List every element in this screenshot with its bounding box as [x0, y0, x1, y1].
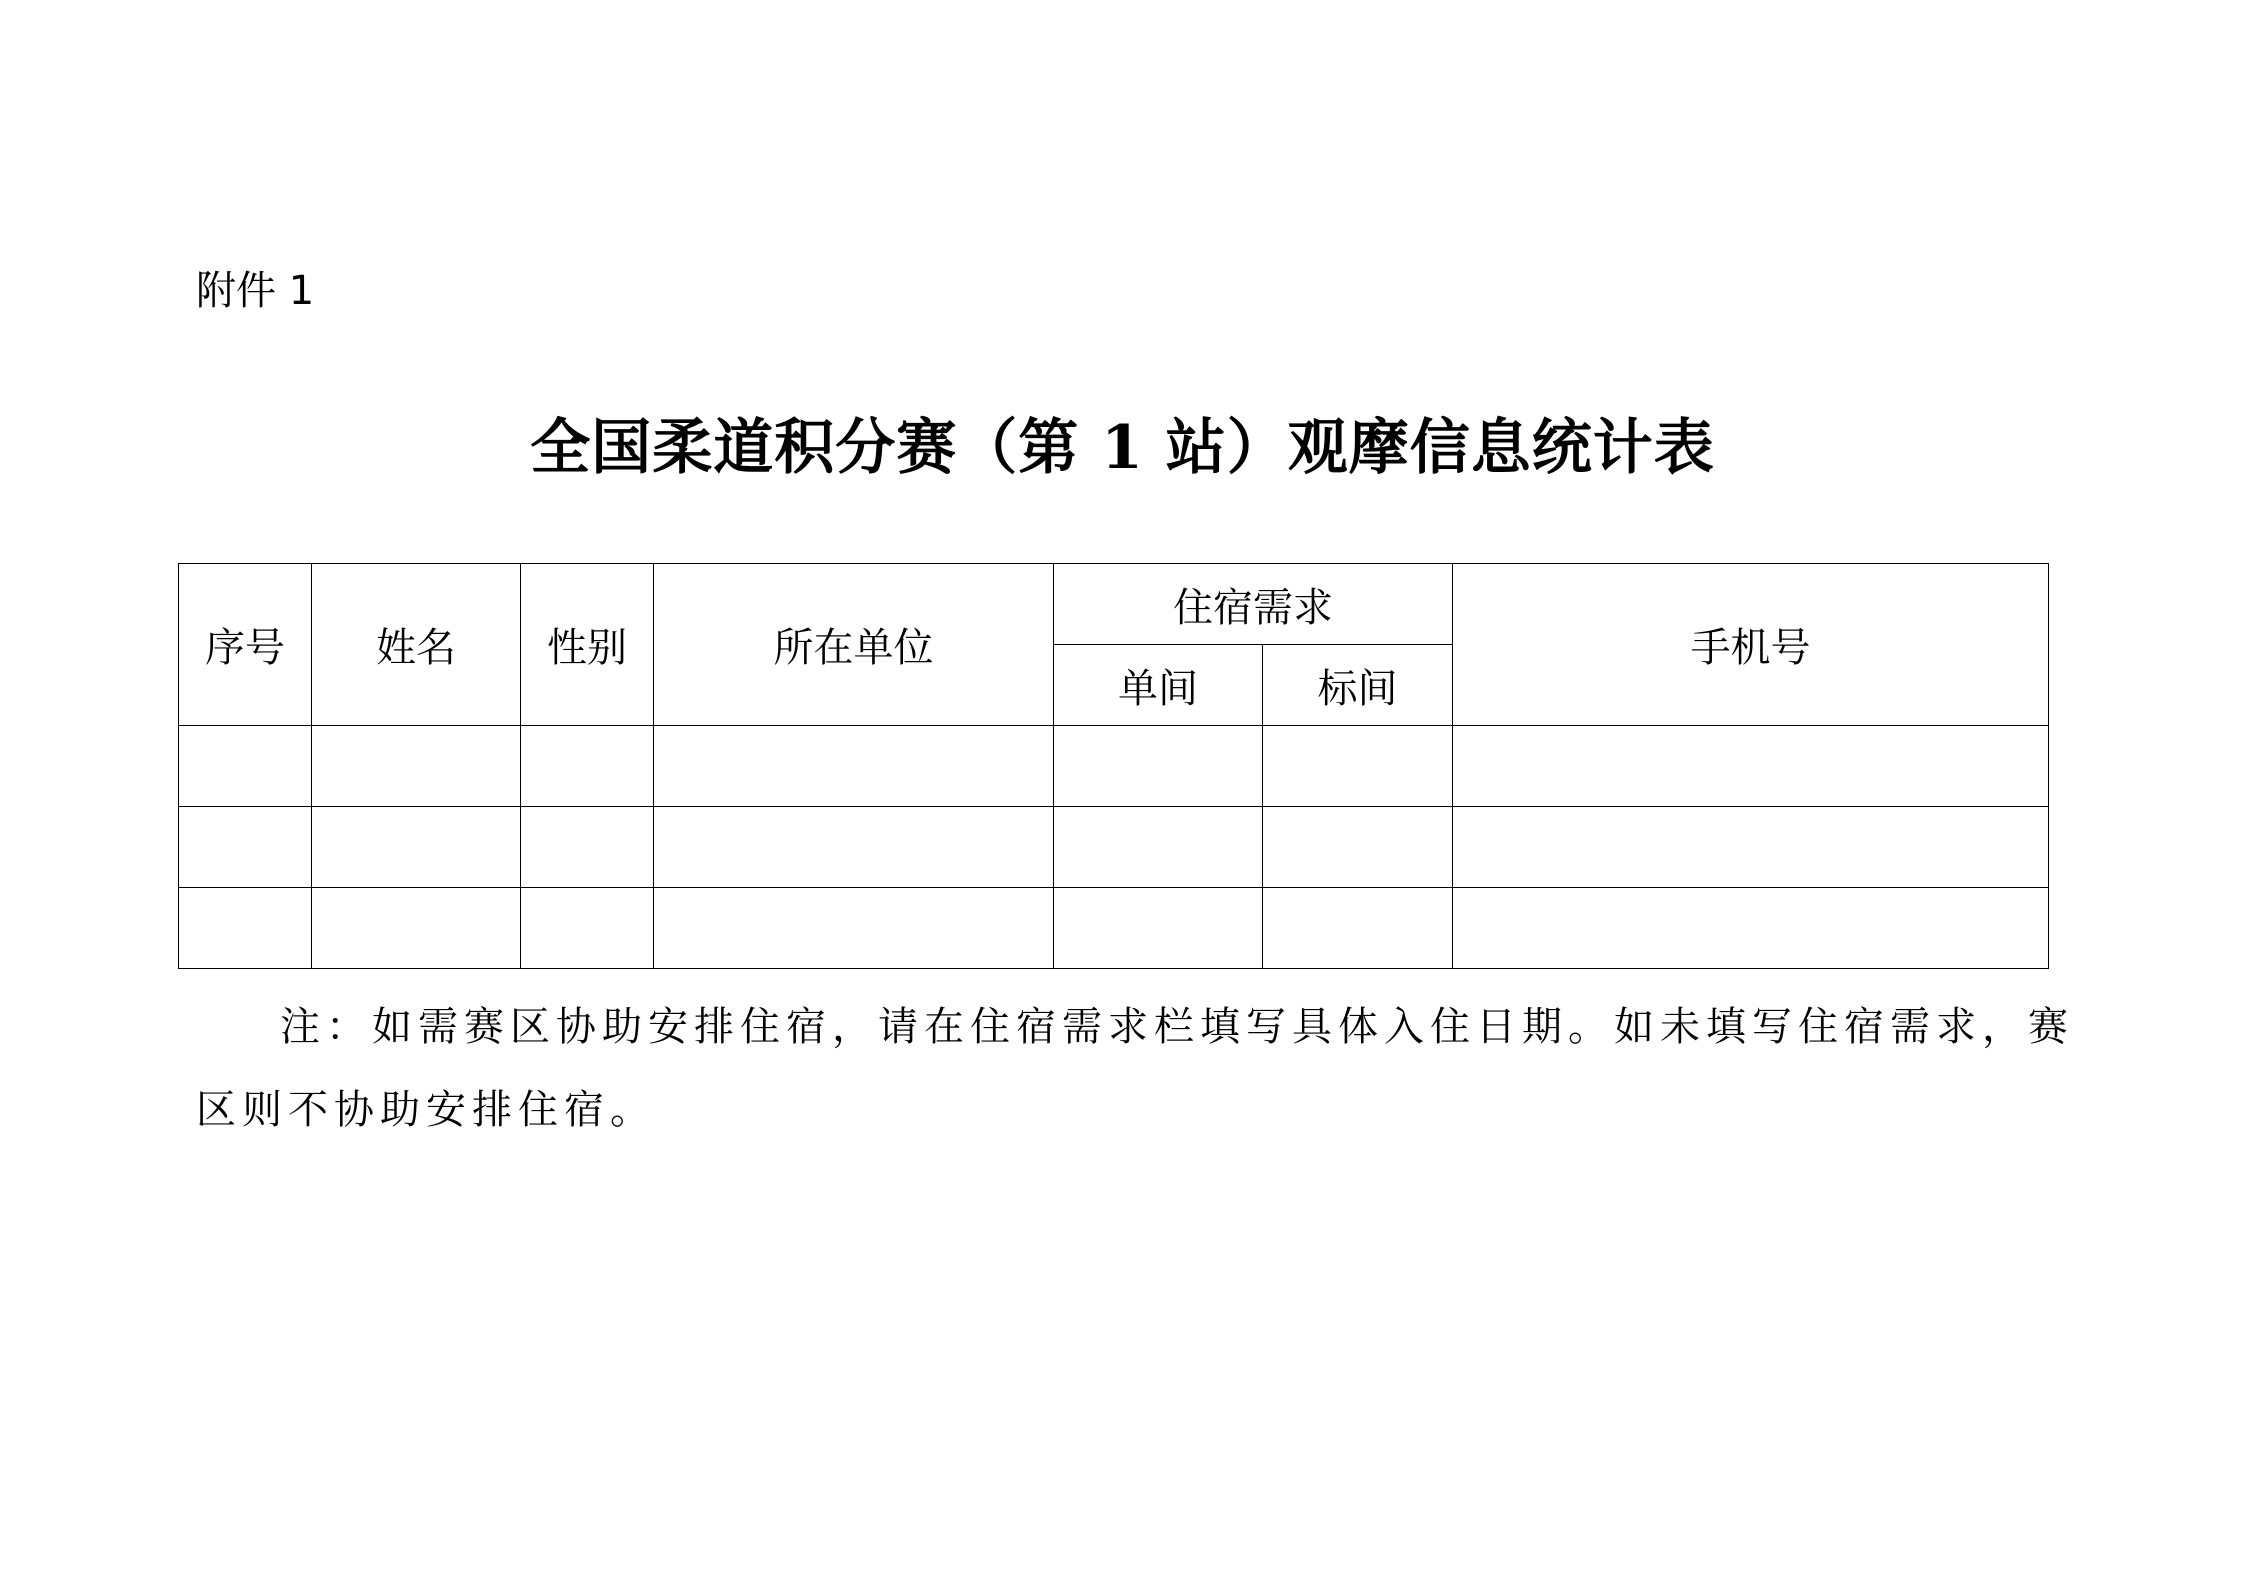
cell-phone[interactable]: [1453, 807, 2049, 888]
header-unit: 所在单位: [654, 564, 1054, 726]
table-row: [179, 807, 2049, 888]
cell-name[interactable]: [312, 726, 521, 807]
header-name: 姓名: [312, 564, 521, 726]
header-lodging: 住宿需求: [1054, 564, 1453, 645]
cell-seq[interactable]: [179, 888, 312, 969]
table-row: [179, 726, 2049, 807]
cell-seq[interactable]: [179, 726, 312, 807]
cell-lodging-single[interactable]: [1054, 726, 1263, 807]
cell-name[interactable]: [312, 807, 521, 888]
cell-lodging-standard[interactable]: [1263, 807, 1453, 888]
cell-gender[interactable]: [521, 726, 654, 807]
cell-lodging-single[interactable]: [1054, 807, 1263, 888]
cell-unit[interactable]: [654, 726, 1054, 807]
header-lodging-single: 单间: [1054, 645, 1263, 726]
cell-phone[interactable]: [1453, 726, 2049, 807]
info-table: [178, 563, 2049, 969]
document-title: 全国柔道积分赛（第 1 站）观摩信息统计表: [530, 413, 1715, 483]
cell-lodging-single[interactable]: [1054, 888, 1263, 969]
header-lodging-standard: 标间: [1263, 645, 1453, 726]
cell-gender[interactable]: [521, 807, 654, 888]
cell-unit[interactable]: [654, 888, 1054, 969]
cell-lodging-standard[interactable]: [1263, 726, 1453, 807]
cell-unit[interactable]: [654, 807, 1054, 888]
cell-lodging-standard[interactable]: [1263, 888, 1453, 969]
lodging-note: 注：如需赛区协助安排住宿，请在住宿需求栏填写具体入住日期。如未填写住宿需求，赛区则不协助安排住宿。: [196, 1004, 2074, 1133]
cell-phone[interactable]: [1453, 888, 2049, 969]
table-row: [179, 888, 2049, 969]
table-header-row: [179, 564, 2049, 645]
header-phone: 手机号: [1453, 564, 2049, 726]
header-gender: 性别: [521, 564, 654, 726]
cell-gender[interactable]: [521, 888, 654, 969]
attachment-label: 附件 1: [196, 268, 315, 314]
cell-name[interactable]: [312, 888, 521, 969]
cell-seq[interactable]: [179, 807, 312, 888]
header-seq: 序号: [179, 564, 312, 726]
